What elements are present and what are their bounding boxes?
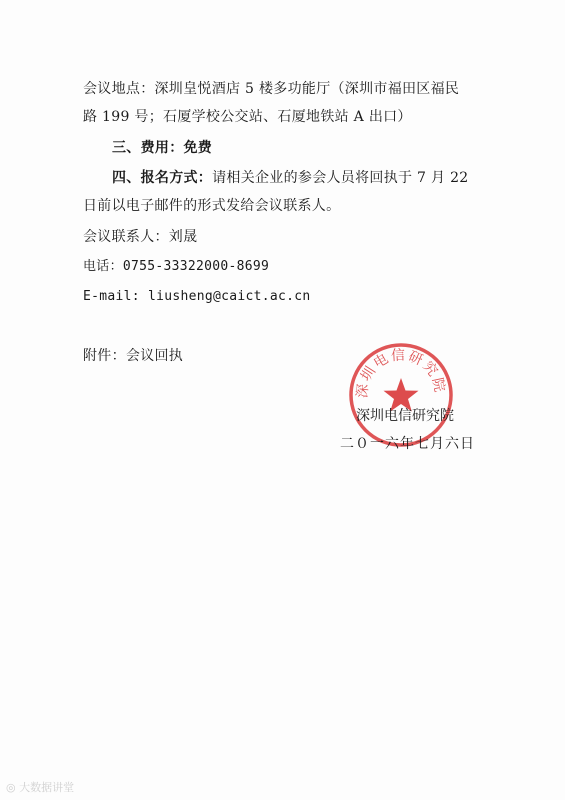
email-line: E-mail: liusheng@caict.ac.cn bbox=[83, 289, 311, 304]
fee-value: 免费 bbox=[183, 140, 213, 156]
register-label: 四、报名方式： bbox=[112, 170, 213, 186]
register-line-2: 日前以电子邮件的形式发给会议联系人。 bbox=[83, 198, 341, 214]
seal-text: 深圳电信研究院 bbox=[354, 347, 448, 399]
signature-date: 二０一六年七月六日 bbox=[340, 436, 475, 452]
contact-line: 会议联系人：刘晟 bbox=[83, 229, 198, 245]
fee-label: 三、费用： bbox=[112, 140, 184, 156]
attachment-line: 附件：会议回执 bbox=[83, 348, 184, 364]
watermark-logo-icon: ◎ bbox=[6, 781, 16, 794]
venue-line-2: 路 199 号；石厦学校公交站、石厦地铁站 A 出口） bbox=[83, 109, 412, 125]
watermark bbox=[6, 779, 74, 795]
fee-line bbox=[112, 139, 212, 157]
phone-line: 电话：0755-33322000-8699 bbox=[83, 259, 270, 274]
watermark-text: 大数据讲堂 bbox=[19, 781, 75, 794]
register-line-1 bbox=[112, 169, 468, 187]
register-text-1: 请相关企业的参会人员将回执于 7 月 22 bbox=[212, 170, 469, 186]
signature-org: 深圳电信研究院 bbox=[356, 408, 454, 424]
venue-line-1: 会议地点：深圳皇悦酒店 5 楼多功能厅（深圳市福田区福民 bbox=[83, 81, 460, 97]
